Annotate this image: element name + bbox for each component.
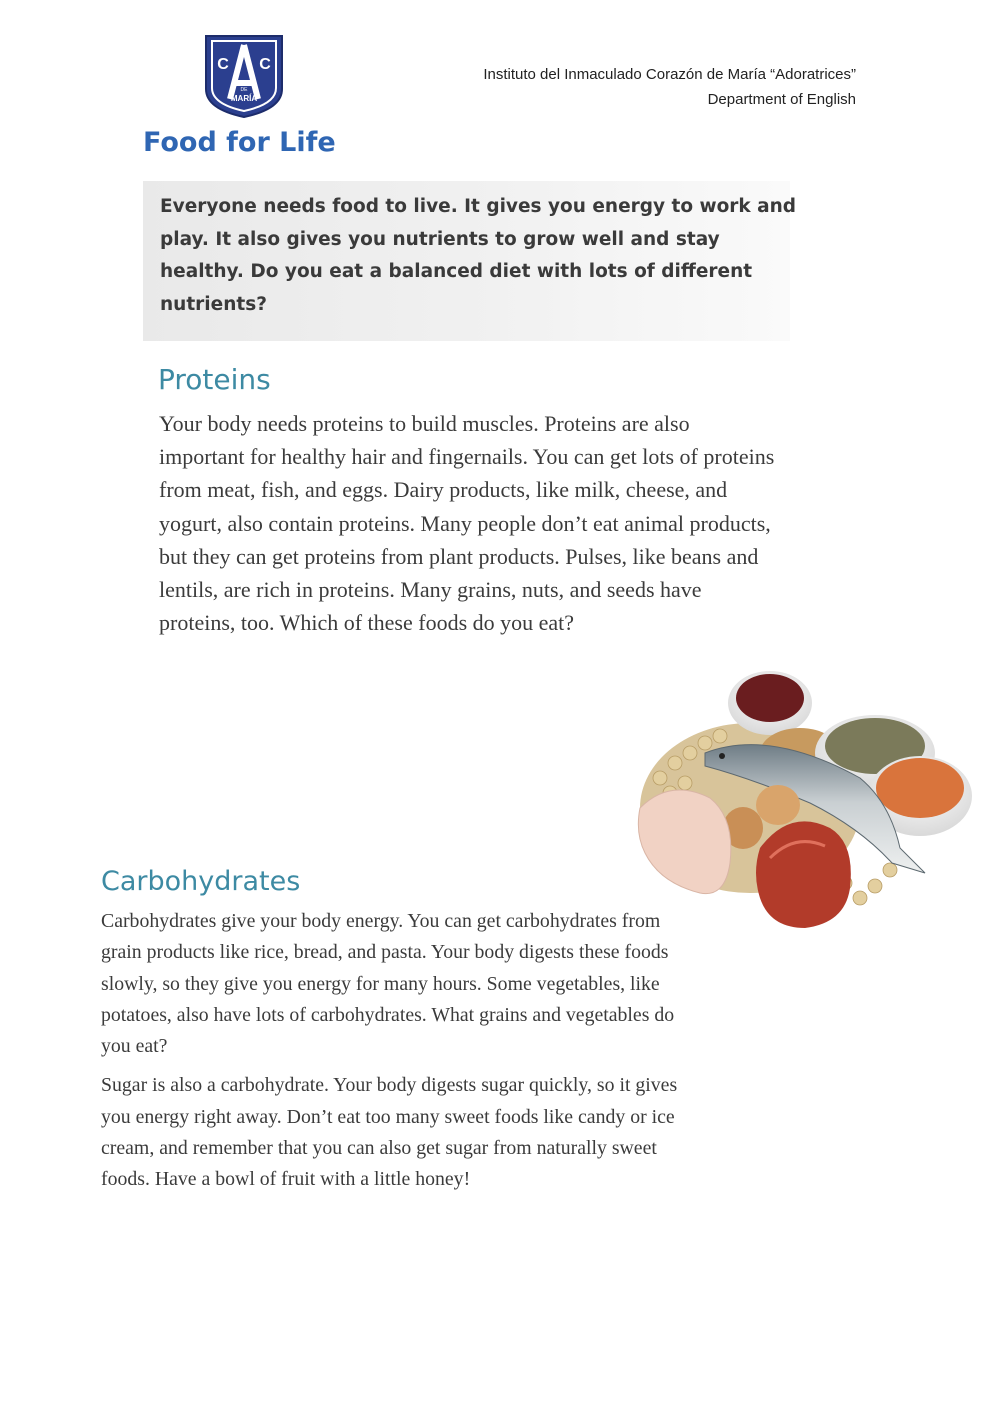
school-name: Instituto del Inmaculado Corazón de María “Adoratrices” <box>483 66 856 83</box>
proteins-heading: Proteins <box>158 363 271 396</box>
logo-letter-right: C <box>259 56 271 73</box>
department-name: Department of English <box>707 91 856 108</box>
logo-small-text: DE <box>240 87 248 93</box>
logo-bottom-text: MARÍA <box>230 94 258 103</box>
school-crest-logo <box>203 33 285 119</box>
carbohydrates-body <box>101 906 691 1196</box>
carbohydrates-paragraph-1: Carbohydrates give your body energy. You can get carbohydrates from grain products like rice, bread, and pasta. Your body digests these foods slowly, so they give you energy for many hours. Some vegetables, like potatoes, also have lots of carbohydrates. What grains and vegetables do you eat? <box>101 910 675 1058</box>
carbohydrates-paragraph-2: Sugar is also a carbohydrate. Your body digests sugar quickly, so it gives you energy right away. Don’t eat too many sweet foods like candy or ice cream, and remember that you can also get sugar from naturally sweet foods. Have a bowl of fruit with a little honey! <box>101 1074 678 1191</box>
header <box>483 62 856 112</box>
logo-letter-left: C <box>217 56 229 73</box>
page-title: Food for Life <box>143 127 336 158</box>
carbohydrates-heading: Carbohydrates <box>101 866 301 897</box>
proteins-paragraph: Your body needs proteins to build muscles. Proteins are also important for healthy hair and fingernails. You can get lots of proteins from meat, fish, and eggs. Dairy products, like milk, cheese, and yogurt, also contain proteins. Many people don’t eat animal products, but they can get proteins from plant products. Pulses, like beans and lentils, are rich in proteins. Many grains, nuts, and seeds have proteins, too. Which of these foods do you eat? <box>159 411 775 636</box>
intro-text: Everyone needs food to live. It gives you energy to work and play. It also gives you nutrients to grow well and stay healthy. Do you eat a balanced diet with lots of different nutrients? <box>160 196 797 315</box>
protein-foods-photo <box>630 658 980 936</box>
